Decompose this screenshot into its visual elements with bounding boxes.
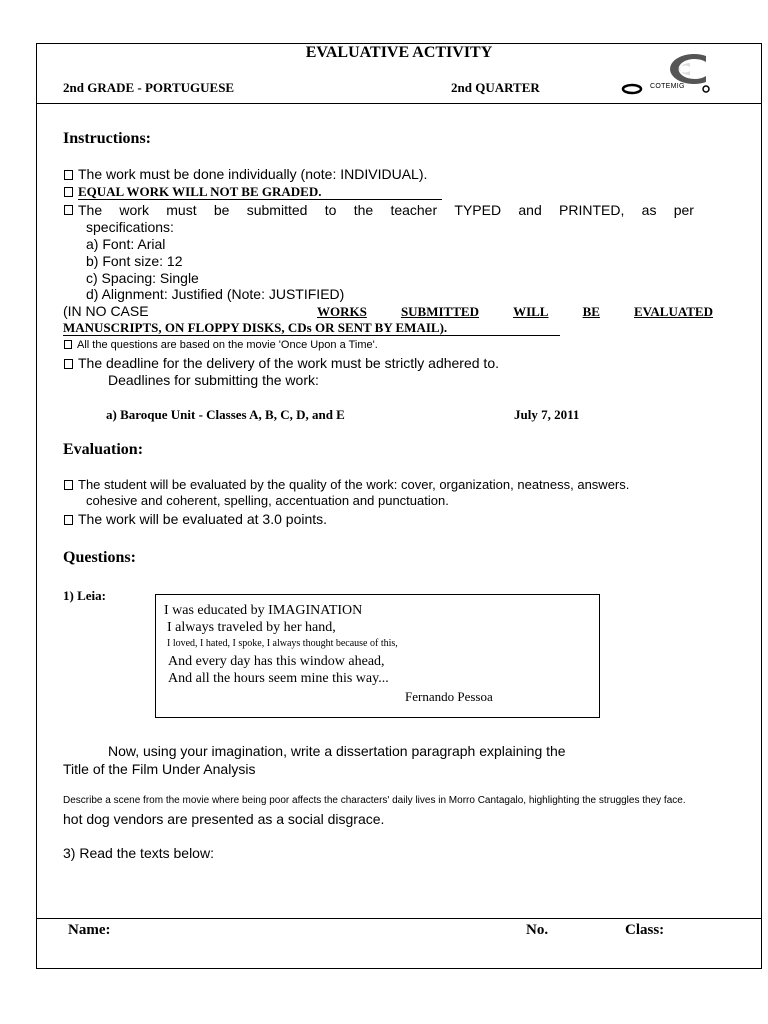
name-label: Name: [68,922,111,938]
warning-line: (IN NO CASE WORKS SUBMITTED WILL BE EVALUATED [63,303,713,319]
poem-line-2: I always traveled by her hand, [167,620,336,635]
spec-spacing: c) Spacing: Single [86,270,199,286]
instruction-deadline: The deadline for the delivery of the work must be strictly adhered to. [64,355,499,371]
document-title: EVALUATIVE ACTIVITY [305,44,493,61]
poem-line-5: And all the hours seem mine this way... [168,671,389,686]
checkbox-icon [64,515,73,525]
checkbox-icon [64,480,73,490]
deadlines-label: Deadlines for submitting the work: [108,372,319,388]
question-1-prompt-cont: Title of the Film Under Analysis [63,761,256,777]
number-label: No. [526,922,549,938]
deadline-date: July 7, 2011 [514,407,580,422]
header-divider [36,103,762,104]
spec-font-size: b) Font size: 12 [86,253,183,269]
evaluation-quality-cont: cohesive and coherent, spelling, accentuation and punctuation. [86,493,449,508]
deadline-unit: a) Baroque Unit - Classes A, B, C, D, and E [106,407,345,422]
questions-heading: Questions: [63,549,136,566]
poem-author: Fernando Pessoa [405,689,493,704]
logo-text: COTEMIG [650,83,685,90]
checkbox-icon [64,170,73,180]
spec-font: a) Font: Arial [86,236,166,252]
checkbox-icon [64,205,73,215]
poem-line-4: And every day has this window ahead, [168,654,385,669]
checkbox-icon [64,187,73,197]
checkbox-icon [64,340,72,349]
spec-alignment: d) Alignment: Justified (Note: JUSTIFIED) [86,286,345,302]
instruction-individual: The work must be done individually (note: INDIVIDUAL). [64,166,427,182]
warning-line-2: MANUSCRIPTS, ON FLOPPY DISKS, CDs OR SENT BY EMAIL). [63,320,560,336]
evaluation-quality: The student will be evaluated by the quality of the work: cover, organization, neatness, answers. [64,477,629,492]
school-logo [620,49,712,97]
poem-line-1: I was educated by IMAGINATION [164,603,363,618]
poem-line-3: I loved, I hated, I spoke, I always thought because of this, [167,638,398,649]
class-label: Class: [625,922,665,938]
question-2-text-cont: hot dog vendors are presented as a social disgrace. [63,811,385,827]
instruction-equal-work: EQUAL WORK WILL NOT BE GRADED. [64,184,442,200]
instruction-movie: All the questions are based on the movie 'Once Upon a Time'. [64,339,378,351]
evaluation-points: The work will be evaluated at 3.0 points. [64,511,327,527]
question-2-text: Describe a scene from the movie where being poor affects the characters' daily lives in Morro Cantagalo, highlighting the struggles they face. [63,795,686,806]
instruction-specifications: specifications: [86,219,174,235]
quarter-label: 2nd QUARTER [451,80,540,95]
checkbox-icon [64,359,73,369]
question-3-text: 3) Read the texts below: [63,845,214,861]
question-1-prompt: Now, using your imagination, write a dissertation paragraph explaining the [108,743,566,759]
question-1-label: 1) Leia: [63,588,106,603]
evaluation-heading: Evaluation: [63,441,144,458]
footer-divider [36,918,762,919]
instructions-heading: Instructions: [63,130,152,147]
instruction-submission: The work must be submitted to the teacher TYPED and PRINTED, as per [64,202,694,218]
grade-label: 2nd GRADE - PORTUGUESE [63,80,235,95]
